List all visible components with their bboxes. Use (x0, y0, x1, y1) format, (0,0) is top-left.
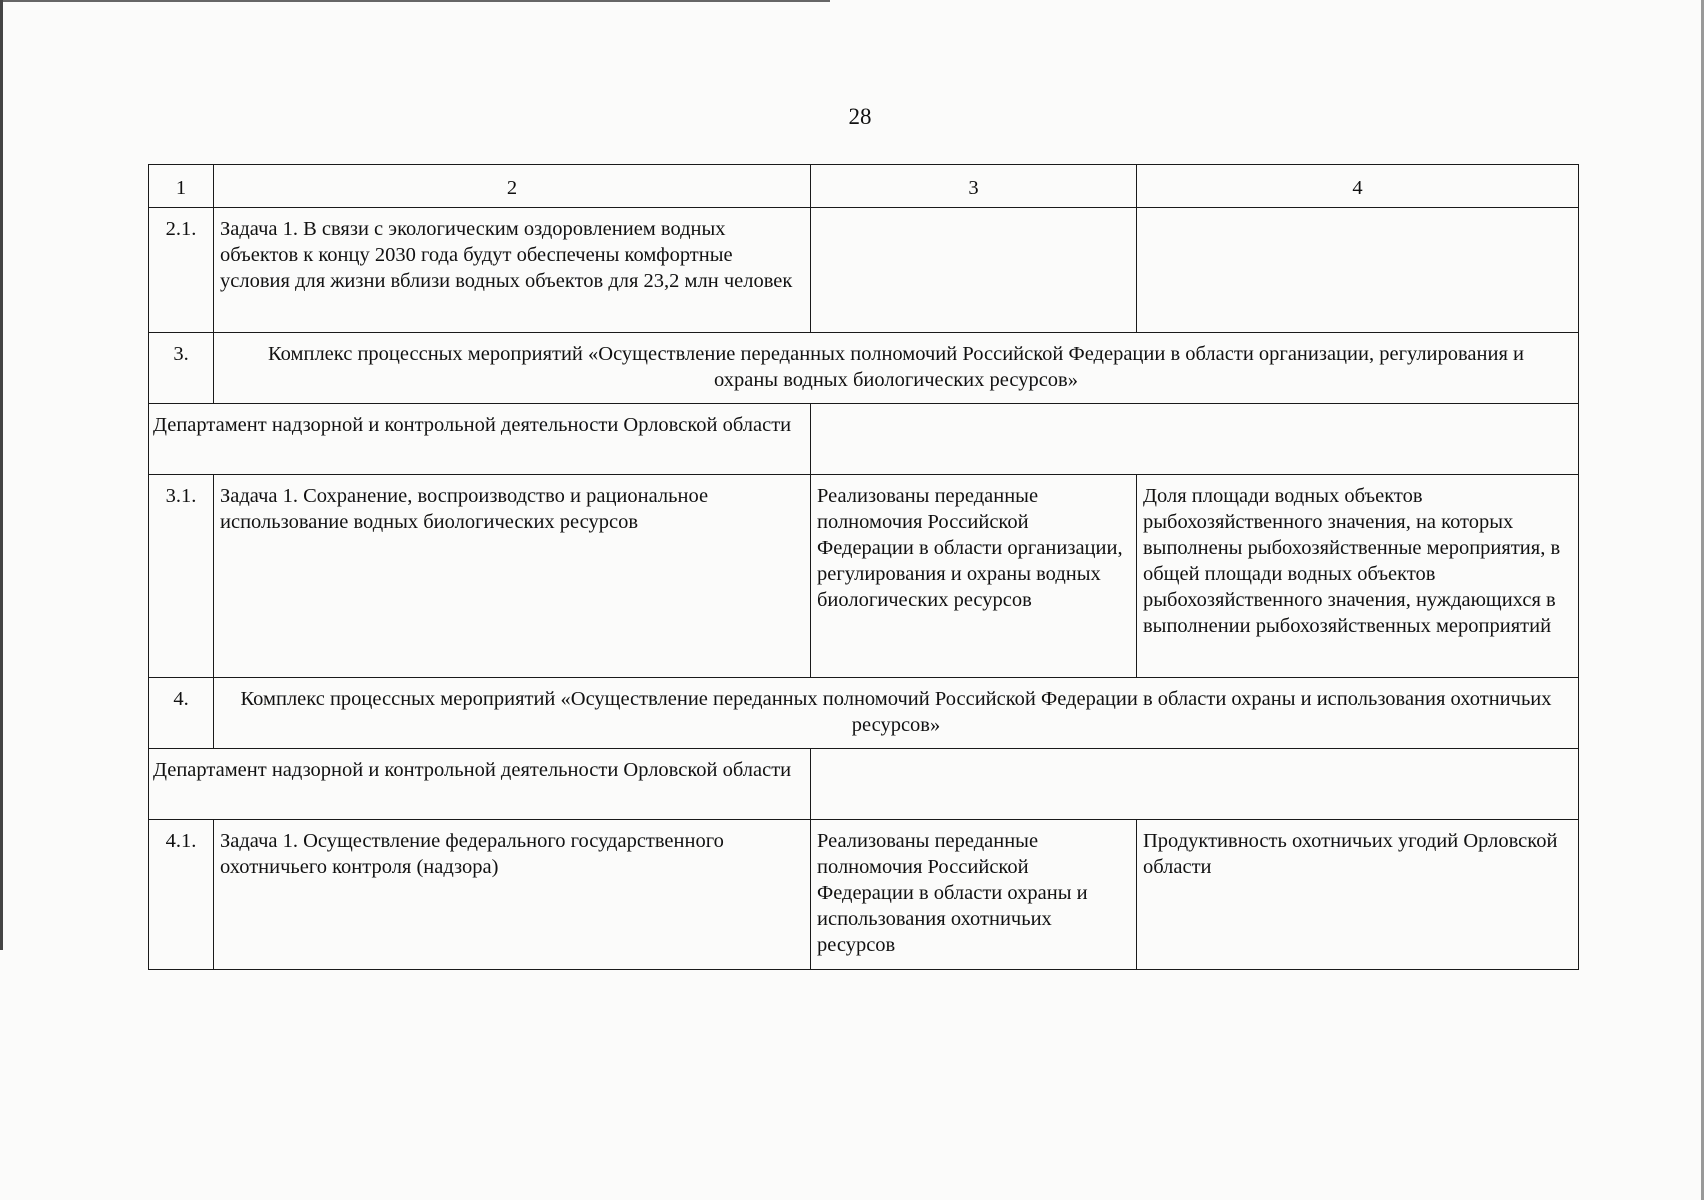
page-number: 28 (848, 104, 872, 129)
department-empty-cell (811, 404, 1579, 475)
result-cell: Реализованы переданные полномочия Российской Федерации в области охраны и использования охотничьих ресурсов (811, 820, 1137, 970)
task-cell: Задача 1. Сохранение, воспроизводство и рациональное использование водных биологических ресурсов (214, 475, 811, 678)
department-row (149, 749, 1579, 820)
department-name: Департамент надзорной и контрольной деятельности Орловской области (149, 404, 811, 475)
task-cell: Задача 1. В связи с экологическим оздоровлением водных объектов к концу 2030 года будут обеспечены комфортные условия для жизни вблизи водных объектов для 23,2 млн человек (214, 208, 811, 333)
department-empty-cell (811, 749, 1579, 820)
row-number: 3.1. (149, 475, 214, 678)
department-name: Департамент надзорной и контрольной деятельности Орловской области (149, 749, 811, 820)
task-cell: Задача 1. Осуществление федерального государственного охотничьего контроля (надзора) (214, 820, 811, 970)
indicator-cell: Доля площади водных объектов рыбохозяйственного значения, на которых выполнены рыбохозяйственные мероприятия, в общей площади водных объектов рыбохозяйственного значения, нуждающихся в выполнении рыбохозяйственных мероприятий (1137, 475, 1579, 678)
result-cell: Реализованы переданные полномочия Российской Федерации в области организации, регулирования и охраны водных биологических ресурсов (811, 475, 1137, 678)
row-number: 4.1. (149, 820, 214, 970)
indicator-cell (1137, 208, 1579, 333)
section-row (149, 678, 1579, 749)
section-title: Комплекс процессных мероприятий «Осуществление переданных полномочий Российской Федерации в области организации, регулирования и охраны водных биологических ресурсов» (214, 333, 1579, 404)
scan-edge-top (0, 0, 830, 2)
header-cell: 1 (149, 165, 214, 208)
section-row (149, 333, 1579, 404)
section-number: 4. (149, 678, 214, 749)
table-row (149, 820, 1579, 970)
header-cell: 2 (214, 165, 811, 208)
scan-edge-left (0, 0, 3, 950)
table-row (149, 208, 1579, 333)
department-row (149, 404, 1579, 475)
result-cell (811, 208, 1137, 333)
table-row (149, 475, 1579, 678)
section-title: Комплекс процессных мероприятий «Осуществление переданных полномочий Российской Федерации в области охраны и использования охотничьих ресурсов» (214, 678, 1579, 749)
header-cell: 4 (1137, 165, 1579, 208)
document-table (148, 164, 1579, 970)
indicator-cell: Продуктивность охотничьих угодий Орловской области (1137, 820, 1579, 970)
row-number: 2.1. (149, 208, 214, 333)
table-header-row (149, 165, 1579, 208)
header-cell: 3 (811, 165, 1137, 208)
section-number: 3. (149, 333, 214, 404)
